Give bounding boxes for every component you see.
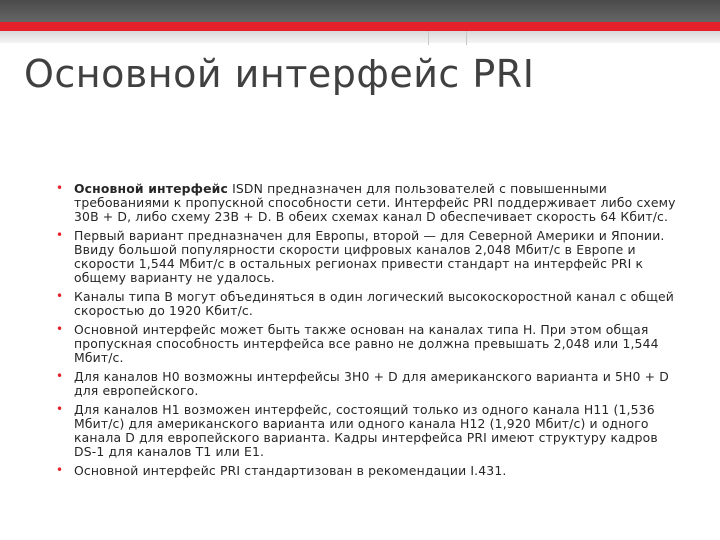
- slide-content: [54, 182, 684, 483]
- band-divider: [466, 31, 467, 45]
- bullet-text: Для каналов H1 возможен интерфейс, состоящий только из одного канала H11 (1,536 Мбит/с) для американского варианта или одного канала H12 (1,920 Мбит/с) и одного канала D для европейского варианта. Кадры интерфейса PRI имеют структуру кадров DS-1 для каналов T1 или E1.: [74, 402, 658, 459]
- bullet-item: [54, 464, 684, 478]
- bullet-text: Первый вариант предназначен для Европы, второй — для Северной Америки и Японии. Ввиду большой популярности скорости цифровых каналов 2,048 Мбит/с в Европе и скорости 1,544 Мбит/с в остальных регионах привести стандарт на интерфейс PRI к общему варианту не удалось.: [74, 228, 665, 285]
- bullet-item: [54, 290, 684, 318]
- bullet-dot-icon: •: [56, 369, 64, 383]
- bullet-item: [54, 229, 684, 285]
- bullet-dot-icon: •: [56, 463, 64, 477]
- bullet-item: [54, 182, 684, 224]
- bullet-dot-icon: •: [56, 228, 64, 242]
- top-decorative-bar: [0, 0, 720, 22]
- bullet-dot-icon: •: [56, 402, 64, 416]
- bullet-text: Каналы типа B могут объединяться в один логический высокоскоростной канал с общей скоростью до 1920 Кбит/с.: [74, 289, 674, 318]
- bullet-item: [54, 403, 684, 459]
- bullet-item: [54, 323, 684, 365]
- red-accent-stripe: [0, 22, 720, 31]
- grey-gradient-stripe: [0, 31, 720, 43]
- bullet-list: [54, 182, 684, 478]
- bullet-text: Основной интерфейс может быть также основан на каналах типа H. При этом общая пропускная способность интерфейса все равно не должна превышать 2,048 или 1,544 Мбит/с.: [74, 322, 659, 365]
- bullet-dot-icon: •: [56, 289, 64, 303]
- bullet-text: Основной интерфейс PRI стандартизован в рекомендации I.431.: [74, 463, 507, 478]
- bullet-text: Для каналов H0 возможны интерфейсы 3H0 + D для американского варианта и 5H0 + D для европейского.: [74, 369, 669, 398]
- bullet-text: ISDN предназначен для пользователей с повышенными требованиями к пропускной способности сети. Интерфейс PRI поддерживает либо схему 30B + D, либо схему 23B + D. В обеих схемах канал D обеспечивает скорость 64 Кбит/с.: [74, 181, 676, 224]
- bullet-item: [54, 370, 684, 398]
- bullet-bold-lead: Основной интерфейс: [74, 181, 228, 196]
- bullet-dot-icon: •: [56, 322, 64, 336]
- band-divider: [428, 31, 429, 45]
- bullet-dot-icon: •: [56, 181, 64, 195]
- slide-title: Основной интерфейс PRI: [24, 52, 535, 96]
